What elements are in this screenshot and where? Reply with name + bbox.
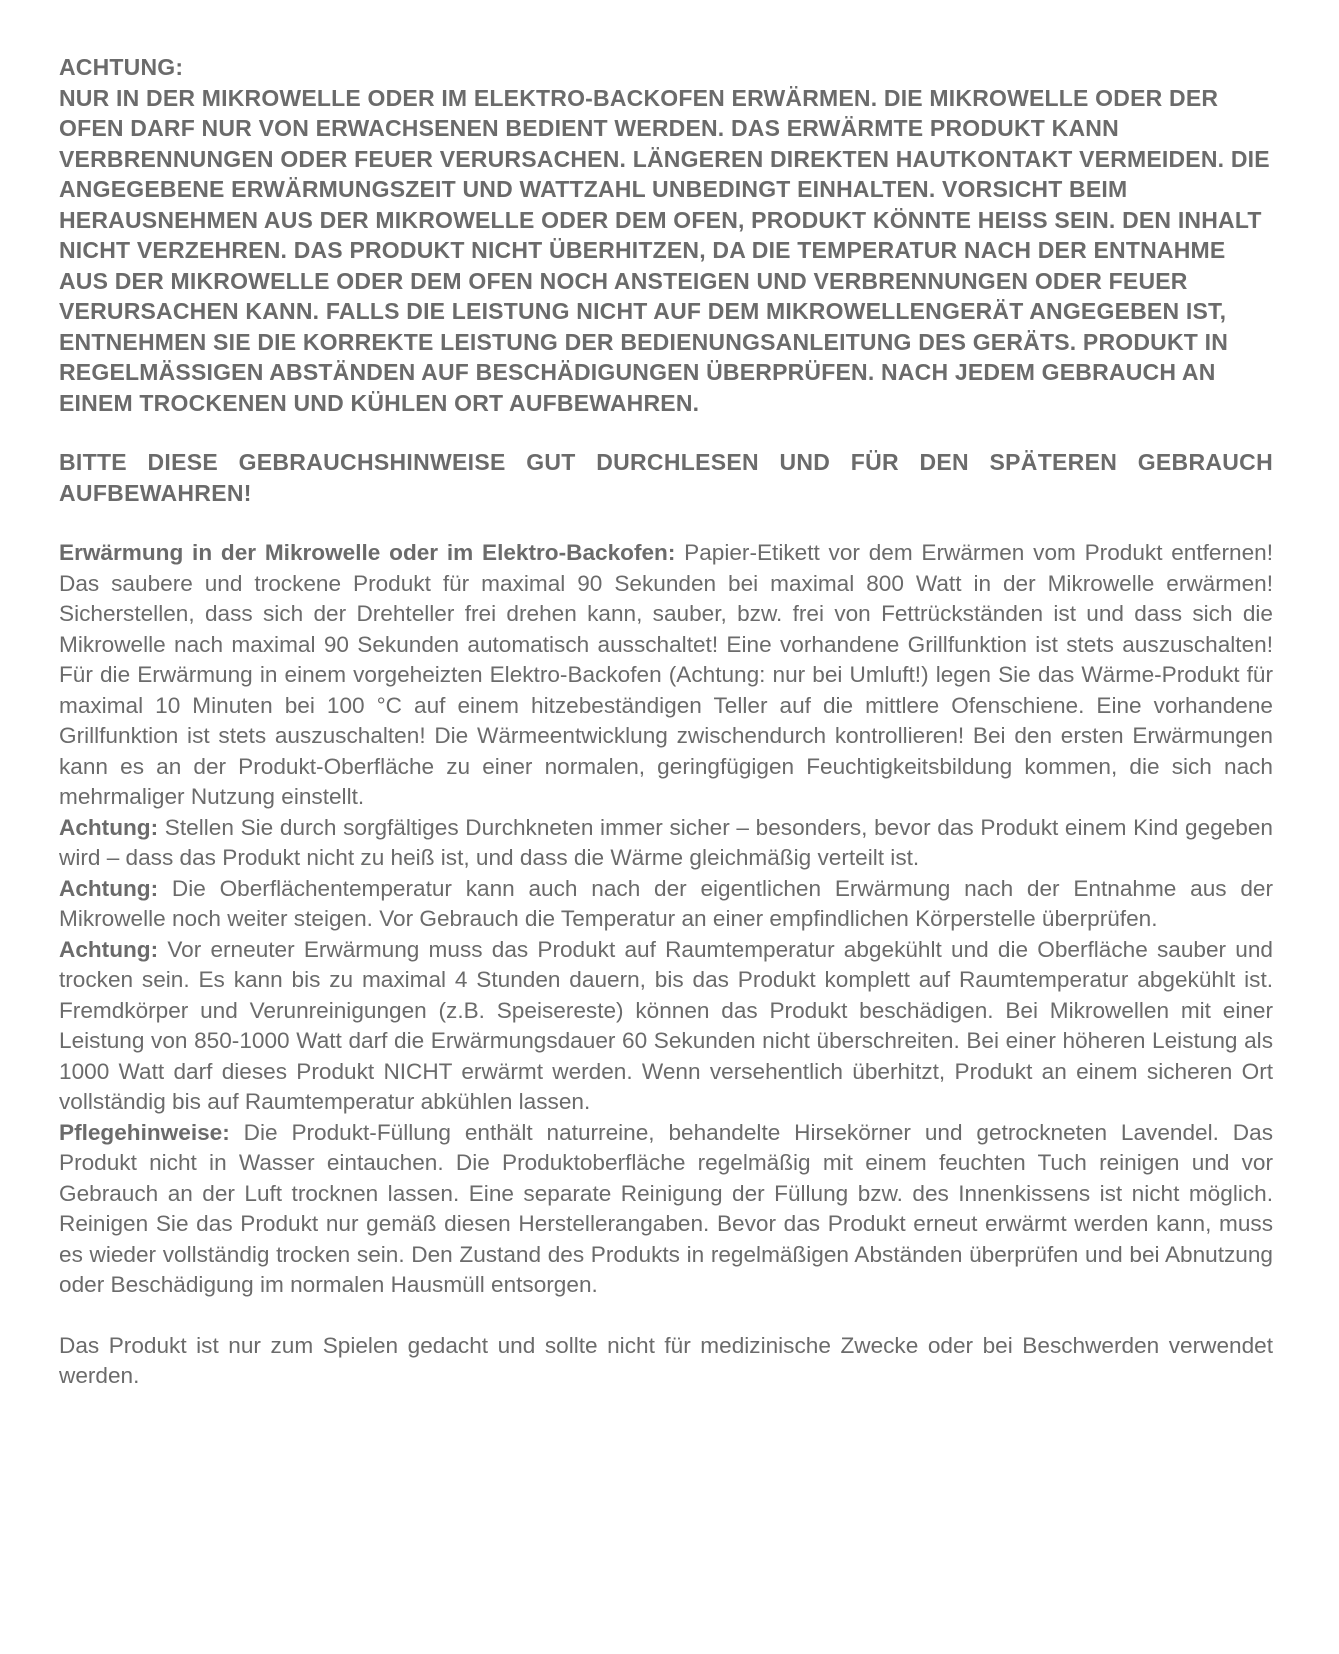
caution-kneading-text: Stellen Sie durch sorgfältiges Durchkneten immer sicher – besonders, bevor das Produkt einem Kind gegeben wird – dass das Produkt nicht zu heiß ist, und dass die Wärme gleichmäßig verteilt ist. — [59, 814, 1273, 870]
caution-label: Achtung: — [59, 814, 159, 840]
heating-instructions-paragraph — [59, 538, 1273, 813]
caution-surface-temperature-paragraph — [59, 874, 1273, 935]
instructions-section — [59, 538, 1273, 1301]
care-instructions-label: Pflegehinweise: — [59, 1119, 230, 1145]
warning-heading: ACHTUNG: — [59, 54, 184, 80]
caution-surface-temperature-text: Die Oberflächentemperatur kann auch nach der eigentlichen Erwärmung nach der Entnahme aus der Mikrowelle noch weiter steigen. Vor Gebrauch die Temperatur an einer empfindlichen Körperstelle überprüfen. — [59, 875, 1273, 931]
warning-block — [59, 52, 1273, 418]
heating-instructions-label: Erwärmung in der Mikrowelle oder im Elektro-Backofen: — [59, 540, 676, 565]
document-page — [59, 52, 1273, 1414]
heating-instructions-text: Papier-Etikett vor dem Erwärmen vom Produkt entfernen! Das saubere und trockene Produkt für maximal 90 Sekunden bei maximal 800 Watt in der Mikrowelle erwärmen! Sicherstellen, dass sich der Drehteller frei drehen kann, sauber, bzw. frei von Fettrückständen ist und dass sich die Mikrowelle nach maximal 90 Sekunden automatisch ausschaltet! Eine vorhandene Grillfunktion ist stets auszuschalten! Für die Erwärmung in einem vorgeheizten Elektro-Backofen (Achtung: nur bei Umluft!) legen Sie das Wärme-Produkt für maximal 10 Minuten bei 100 °C auf einem hitzebeständigen Teller auf die mittlere Ofenschiene. Eine vorhandene Grillfunktion ist stets auszuschalten! Die Wärmeentwicklung zwischendurch kontrollieren! Bei den ersten Erwärmungen kann es an der Produkt-Oberfläche zu einer normalen, geringfügigen Feuchtigkeitsbildung kommen, die sich nach mehrmaliger Nutzung einstellt. — [59, 540, 1273, 809]
caution-label: Achtung: — [59, 875, 159, 901]
care-instructions-text: Die Produkt-Füllung enthält naturreine, behandelte Hirsekörner und getrockneten Lavendel. Das Produkt nicht in Wasser eintauchen. Die Produktoberfläche regelmäßig mit einem feuchten Tuch reinigen und vor Gebrauch an der Luft trocknen lassen. Eine separate Reinigung der Füllung bzw. des Innenkissens ist nicht möglich. Reinigen Sie das Produkt nur gemäß diesen Herstellerangaben. Bevor das Produkt erneut erwärmt werden kann, muss es wieder vollständig trocken sein. Den Zustand des Produkts in regelmäßigen Abständen überprüfen und bei Abnutzung oder Beschädigung im normalen Hausmüll entsorgen. — [59, 1119, 1273, 1297]
warning-text: NUR IN DER MIKROWELLE ODER IM ELEKTRO-BACKOFEN ERWÄRMEN. DIE MIKROWELLE ODER DER OFEN DARF NUR VON ERWACHSENEN BEDIENT WERDEN. DAS ERWÄRMTE PRODUKT KANN VERBRENNUNGEN ODER FEUER VERURSACHEN. LÄNGEREN DIREKTEN HAUTKONTAKT VERMEIDEN. DIE ANGEGEBENE ERWÄRMUNGSZEIT UND WATTZAHL UNBEDINGT EINHALTEN. VORSICHT BEIM HERAUSNEHMEN AUS DER MIKROWELLE ODER DEM OFEN, PRODUKT KÖNNTE HEISS SEIN. DEN INHALT NICHT VERZEHREN. DAS PRODUKT NICHT ÜBERHITZEN, DA DIE TEMPERATUR NACH DER ENTNAHME AUS DER MIKROWELLE ODER DEM OFEN NOCH ANSTEIGEN UND VERBRENNUNGEN ODER FEUER VERURSACHEN KANN. FALLS DIE LEISTUNG NICHT AUF DEM MIKROWELLENGERÄT ANGEGEBEN IST, ENTNEHMEN SIE DIE KORREKTE LEISTUNG DER BEDIENUNGSANLEITUNG DES GERÄTS. PRODUKT IN REGELMÄSSIGEN ABSTÄNDEN AUF BESCHÄDIGUNGEN ÜBERPRÜFEN. NACH JEDEM GEBRAUCH AN EINEM TROCKENEN UND KÜHLEN ORT AUFBEWAHREN. — [59, 84, 1270, 416]
care-instructions-paragraph — [59, 1118, 1273, 1301]
read-instructions-notice: BITTE DIESE GEBRAUCHSHINWEISE GUT DURCHLESEN UND FÜR DEN SPÄTEREN GEBRAUCH AUFBEWAHREN! — [59, 449, 1273, 506]
caution-reheating-text: Vor erneuter Erwärmung muss das Produkt auf Raumtemperatur abgekühlt und die Oberfläche sauber und trocken sein. Es kann bis zu maximal 4 Stunden dauern, bis das Produkt komplett auf Raumtemperatur abgekühlt ist. Fremdkörper und Verunreinigungen (z.B. Speisereste) können das Produkt beschädigen. Bei Mikrowellen mit einer Leistung von 850-1000 Watt darf die Erwärmungsdauer 60 Sekunden nicht überschreiten. Bei einer höheren Leistung als 1000 Watt darf dieses Produkt NICHT erwärmt werden. Wenn versehentlich überhitzt, Produkt an einem sicheren Ort vollständig bis auf Raumtemperatur abkühlen lassen. — [59, 936, 1273, 1114]
caution-label: Achtung: — [59, 936, 159, 962]
caution-reheating-paragraph — [59, 935, 1273, 1118]
caution-kneading-paragraph — [59, 813, 1273, 874]
usage-disclaimer: Das Produkt ist nur zum Spielen gedacht und sollte nicht für medizinische Zwecke oder bei Beschwerden verwendet werden. — [59, 1332, 1273, 1388]
